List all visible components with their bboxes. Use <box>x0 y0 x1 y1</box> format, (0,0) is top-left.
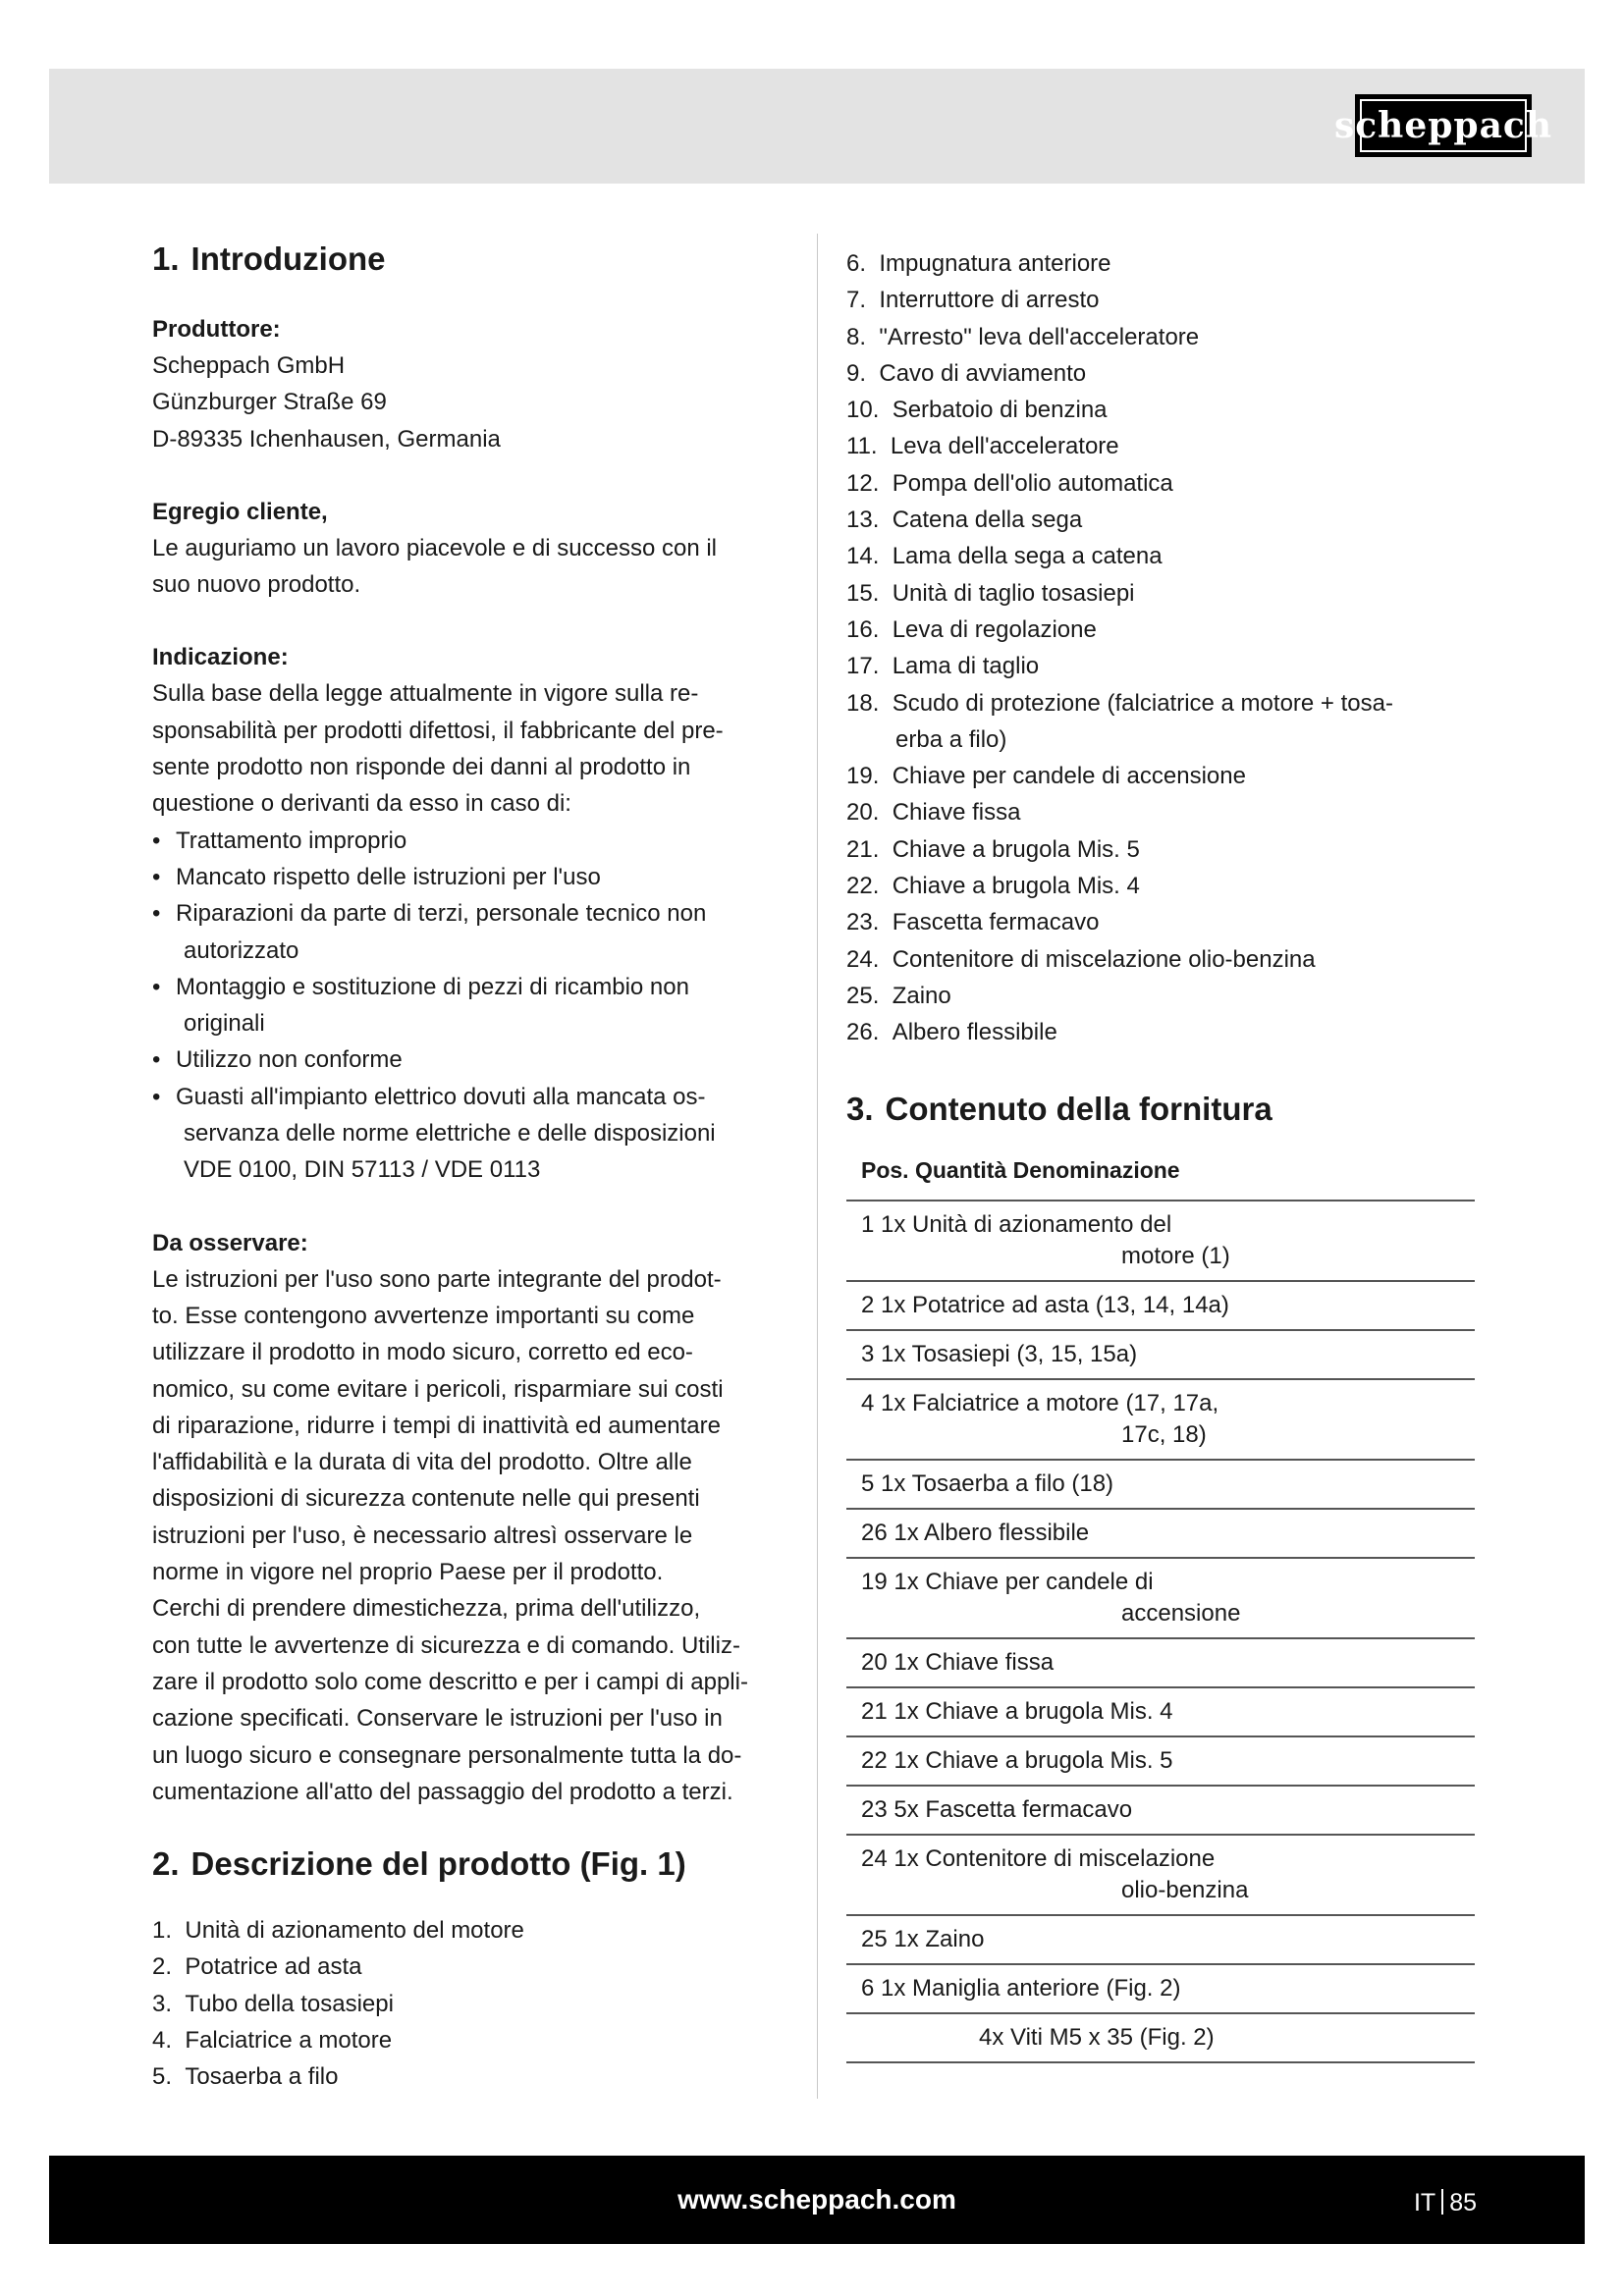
table-row: 24 1x Contenitore di miscelazione olio-benzina <box>846 1836 1475 1916</box>
observe-label: Da osservare: <box>152 1229 308 1256</box>
list-item: 18. Scudo di protezione (falciatrice a motore + tosa- erba a filo) <box>846 689 1393 753</box>
list-item: 12. Pompa dell'olio automatica <box>846 469 1173 497</box>
list-item: 20. Chiave fissa <box>846 799 1021 827</box>
list-item: 8. "Arresto" leva dell'acceleratore <box>846 323 1200 350</box>
section-2-heading: 2. Descrizione del prodotto (Fig. 1) <box>152 1845 686 1883</box>
page-number: IT 85 <box>1413 2189 1477 2216</box>
table-row: 4 1x Falciatrice a motore (17, 17a, 17c, 18) <box>846 1380 1475 1461</box>
greeting-text: Le auguriamo un lavoro piacevole e di successo con il suo nuovo prodotto. <box>152 534 718 599</box>
observe-text: Le istruzioni per l'uso sono parte integrante del prodot- to. Esse contengono avvertenze importanti su come utilizzare il prodotto in modo sicuro, corretto ed eco- nomico, su come evitare i pericoli, risparmiare sui costi di riparazione, ridurre i tempi di inattività ed aumentare l'affidabilità e la durata di vita del prodotto. Oltre alle disposizioni di sicurezza contenute nelle qui presenti istruzioni per l'uso, è necessario altresì osservare le norme in vigore nel proprio Paese per il prodotto. Cerchi di prendere dimestichezza, prima dell'utilizzo, con tutte le avvertenze di sicurezza e di comando. Utiliz- zare il prodotto solo come descritto e per i campi di appli- cazione specificati. Conservare le istruzioni per l'uso in un luogo sicuro e consegnare personalmente tutta la do- cumentazione all'atto del passaggio del prodotto a terzi. <box>152 1265 748 1805</box>
table-row: 5 1x Tosaerba a filo (18) <box>846 1461 1475 1510</box>
table-row: 19 1x Chiave per candele di accensione <box>846 1559 1475 1639</box>
list-item: 2. Potatrice ad asta <box>152 1953 362 1981</box>
list-item: 15. Unità di taglio tosasiepi <box>846 579 1135 607</box>
list-item: 7. Interruttore di arresto <box>846 287 1100 314</box>
list-item: 22. Chiave a brugola Mis. 4 <box>846 873 1140 900</box>
table-row: 23 5x Fascetta fermacavo <box>846 1787 1475 1836</box>
right-column <box>846 245 1480 2063</box>
left-column <box>152 240 785 2096</box>
table-row: 26 1x Albero flessibile <box>846 1510 1475 1559</box>
list-item: 19. Chiave per candele di accensione <box>846 763 1246 790</box>
table-row: 4x Viti M5 x 35 (Fig. 2) <box>846 2014 1475 2063</box>
table-row: 21 1x Chiave a brugola Mis. 4 <box>846 1688 1475 1737</box>
brand-logo: scheppach <box>1355 94 1532 157</box>
list-item: 13. Catena della sega <box>846 507 1083 534</box>
list-item: • Trattamento improprio <box>152 823 785 859</box>
list-item: 14. Lama della sega a catena <box>846 543 1163 570</box>
section-1-heading: 1. Introduzione <box>152 240 386 277</box>
list-item: 3. Tubo della tosasiepi <box>152 1990 394 2017</box>
footer-bar <box>49 2156 1585 2244</box>
header-bar <box>49 69 1585 184</box>
table-row: 25 1x Zaino <box>846 1916 1475 1965</box>
list-item: 21. Chiave a brugola Mis. 5 <box>846 835 1140 863</box>
website-link[interactable]: www.scheppach.com <box>677 2184 956 2215</box>
list-item: 6. Impugnatura anteriore <box>846 250 1111 277</box>
table-row: 2 1x Potatrice ad asta (13, 14, 14a) <box>846 1282 1475 1331</box>
manufacturer-address: Scheppach GmbH Günzburger Straße 69 D-89335 Ichenhausen, Germania <box>152 352 501 453</box>
table-header: Pos. Quantità Denominazione <box>846 1157 1475 1201</box>
list-item: 5. Tosaerba a filo <box>152 2063 339 2091</box>
notice-text: Sulla base della legge attualmente in vigore sulla re- sponsabilità per prodotti difettosi, il fabbricante del pre- sente prodotto non risponde dei danni al prodotto in questione o derivanti da esso in caso di: <box>152 680 724 818</box>
section-3-heading: 3. Contenuto della fornitura <box>846 1090 1272 1127</box>
liability-exclusion-list <box>152 823 785 1189</box>
list-item: • Utilizzo non conforme <box>152 1041 785 1078</box>
table-row: 22 1x Chiave a brugola Mis. 5 <box>846 1737 1475 1787</box>
list-item: 26. Albero flessibile <box>846 1019 1057 1046</box>
list-item: 16. Leva di regolazione <box>846 615 1097 643</box>
list-item: 4. Falciatrice a motore <box>152 2026 393 2054</box>
greeting-label: Egregio cliente, <box>152 498 328 525</box>
list-item: 11. Leva dell'acceleratore <box>846 433 1119 460</box>
product-parts-list-a <box>152 1912 785 2095</box>
list-item: 25. Zaino <box>846 982 951 1009</box>
table-row: 6 1x Maniglia anteriore (Fig. 2) <box>846 1965 1475 2014</box>
notice-label: Indicazione: <box>152 644 289 671</box>
table-row: 3 1x Tosasiepi (3, 15, 15a) <box>846 1331 1475 1380</box>
table-row: 20 1x Chiave fissa <box>846 1639 1475 1688</box>
delivery-contents-table <box>846 1157 1475 2063</box>
column-divider <box>817 234 818 2099</box>
list-item: 24. Contenitore di miscelazione olio-benzina <box>846 945 1316 973</box>
manufacturer-label: Produttore: <box>152 316 281 343</box>
list-item: 9. Cavo di avviamento <box>846 359 1087 387</box>
list-item: • Mancato rispetto delle istruzioni per l'uso <box>152 859 785 895</box>
list-item: • Guasti all'impianto elettrico dovuti alla mancata os- servanza delle norme elettriche e delle disposizioni VDE 0100, DIN 57113 / VDE 0113 <box>152 1079 785 1189</box>
list-item: 17. Lama di taglio <box>846 653 1040 680</box>
list-item: 23. Fascetta fermacavo <box>846 909 1100 936</box>
product-parts-list-b <box>846 245 1480 1051</box>
list-item: 10. Serbatoio di benzina <box>846 397 1108 424</box>
list-item: • Montaggio e sostituzione di pezzi di ricambio non originali <box>152 969 785 1042</box>
list-item: 1. Unità di azionamento del motore <box>152 1917 524 1945</box>
table-row: 1 1x Unità di azionamento del motore (1) <box>846 1201 1475 1282</box>
list-item: • Riparazioni da parte di terzi, personale tecnico non autorizzato <box>152 895 785 969</box>
